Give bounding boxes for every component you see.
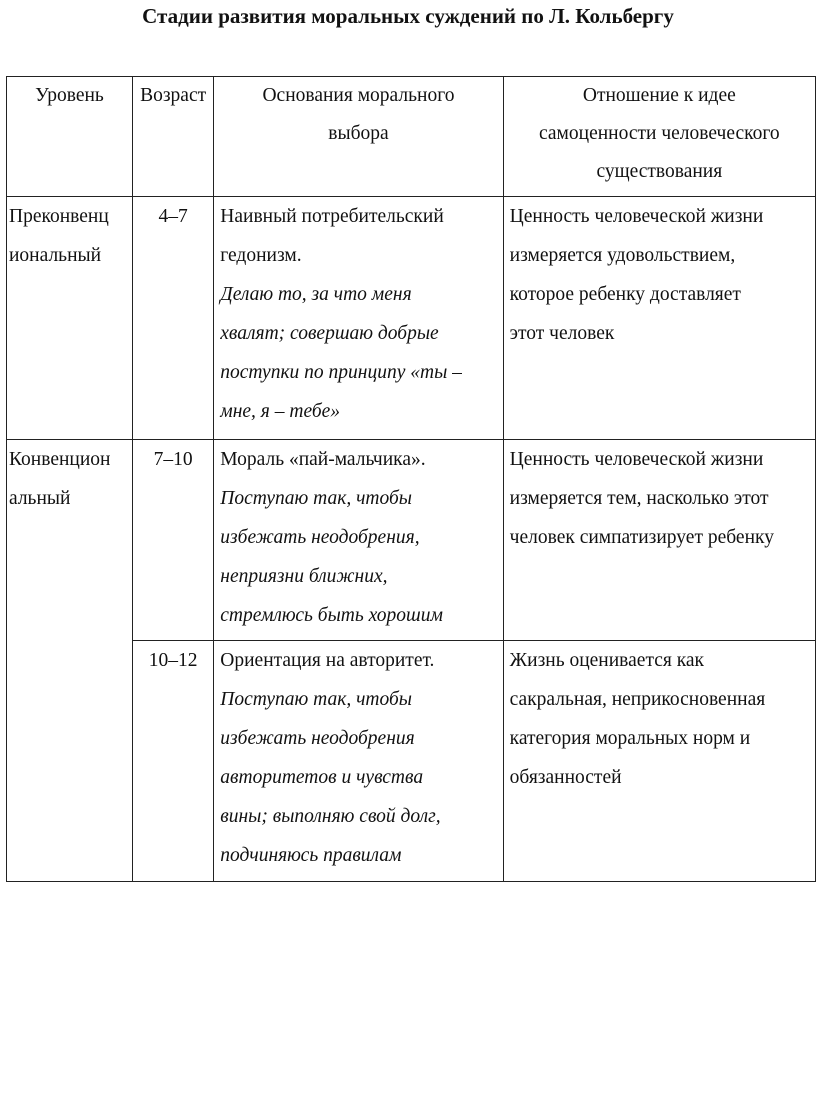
level-cell <box>7 197 133 440</box>
header-basis-line: Основания морального <box>262 85 455 106</box>
header-basis-line: выбора <box>328 123 389 144</box>
attitude-cell <box>503 641 815 882</box>
basis-example-text: избежать неодобрения <box>220 728 415 749</box>
age-text: 10–12 <box>148 650 198 671</box>
basis-cell <box>214 440 503 641</box>
basis-example-text: Поступаю так, чтобы <box>220 488 412 509</box>
attitude-text: которое ребенку доставляет <box>509 284 741 305</box>
header-attitude-line: самоценности человеческого <box>539 123 780 144</box>
basis-text: Мораль «пай-мальчика». <box>220 449 426 470</box>
age-text: 4–7 <box>158 206 188 227</box>
attitude-text: Жизнь оценивается как <box>509 650 705 671</box>
basis-example-text: стремлюсь быть хорошим <box>220 605 443 626</box>
attitude-cell <box>503 197 815 440</box>
attitude-text: Ценность человеческой жизни <box>509 206 764 227</box>
attitude-cell <box>503 440 815 641</box>
table-row <box>7 440 816 641</box>
attitude-text: этот человек <box>509 323 615 344</box>
header-age <box>132 77 213 197</box>
level-text: Конвенцион <box>9 449 111 470</box>
level-text: Преконвенц <box>9 206 109 227</box>
table-header-row <box>7 77 816 197</box>
attitude-text: измеряется удовольствием, <box>509 245 736 266</box>
level-text: альный <box>9 488 71 509</box>
age-text: 7–10 <box>153 449 193 470</box>
attitude-text: измеряется тем, насколько этот <box>509 488 769 509</box>
attitude-text: обязанностей <box>509 767 622 788</box>
basis-example-text: неприязни ближних, <box>220 566 388 587</box>
basis-example-text: Поступаю так, чтобы <box>220 689 412 710</box>
age-cell <box>132 440 213 641</box>
basis-text: Ориентация на авторитет. <box>220 650 435 671</box>
header-attitude-line: Отношение к идее <box>582 85 736 106</box>
basis-text: гедонизм. <box>220 245 302 266</box>
attitude-text: Ценность человеческой жизни <box>509 449 764 470</box>
age-cell <box>132 641 213 882</box>
basis-example-text: мне, я – тебе» <box>220 401 341 422</box>
attitude-text: категория моральных норм и <box>509 728 751 749</box>
attitude-text: сакральная, неприкосновенная <box>509 689 766 710</box>
basis-cell <box>214 197 503 440</box>
header-age-label: Возраст <box>140 85 207 106</box>
document-title: Стадии развития моральных суждений по Л. Кольбергу <box>142 4 674 28</box>
basis-example-text: избежать неодобрения, <box>220 527 420 548</box>
basis-example-text: поступки по принципу «ты – <box>220 362 462 383</box>
level-cell <box>7 440 133 882</box>
header-basis <box>214 77 503 197</box>
attitude-text: человек симпатизирует ребенку <box>509 527 774 548</box>
basis-text: Наивный потребительский <box>220 206 444 227</box>
basis-example-text: Делаю то, за что меня <box>220 284 412 305</box>
basis-cell <box>214 641 503 882</box>
basis-example-text: вины; выполняю свой долг, <box>220 806 441 827</box>
kohlberg-table <box>6 76 816 882</box>
age-cell <box>132 197 213 440</box>
basis-example-text: хвалят; совершаю добрые <box>220 323 439 344</box>
header-attitude <box>503 77 815 197</box>
table-row <box>7 197 816 440</box>
basis-example-text: подчиняюсь правилам <box>220 845 402 866</box>
header-attitude-line: существования <box>596 161 723 182</box>
header-level-label: Уровень <box>35 85 104 106</box>
header-level <box>7 77 133 197</box>
level-text: иональный <box>9 245 102 266</box>
basis-example-text: авторитетов и чувства <box>220 767 424 788</box>
